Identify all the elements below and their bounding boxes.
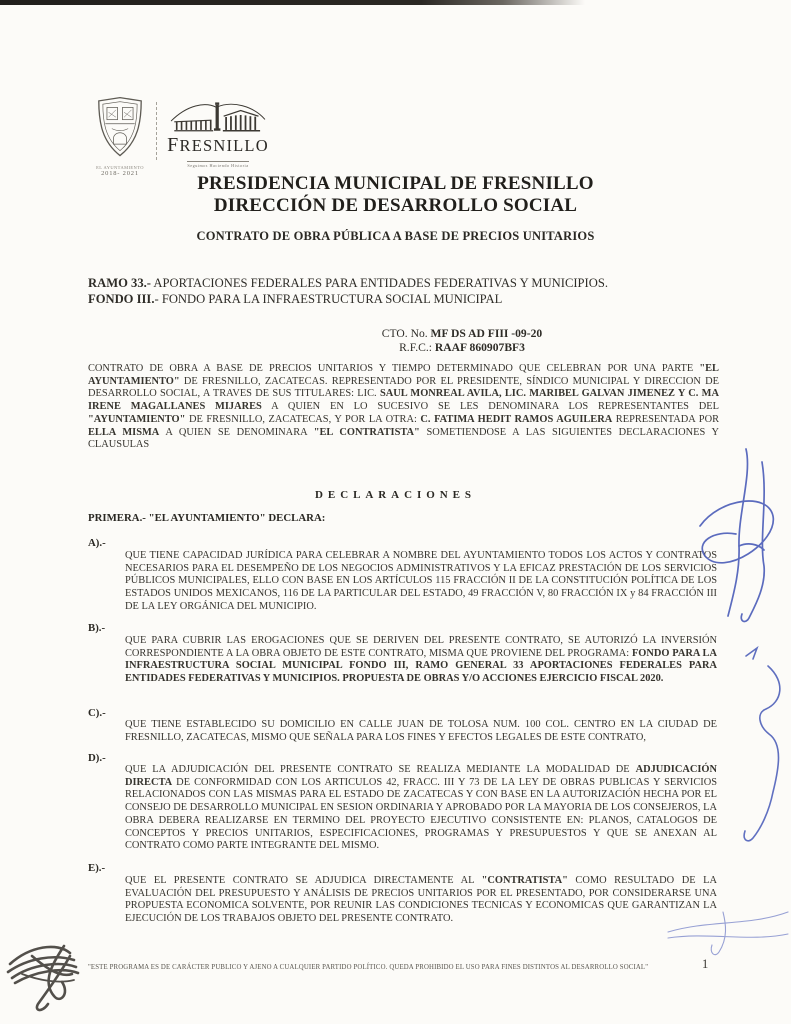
ramo-line: RAMO 33.- APORTACIONES FEDERALES PARA ENTIDADES FEDERATIVAS Y MUNICIPIOS. <box>88 276 608 290</box>
clause-d-body: QUE LA ADJUDICACIÓN DEL PRESENTE CONTRATO SE REALIZA MEDIANTE LA MODALIDAD DE ADJUDICACIÓN DIRECTA DE CONFORMIDAD CON LOS ARTICULOS 42, FRACC. III Y 73 DE LA LEY DE OBRAS PUBLICAS Y SERVICIOS RELACIONADOS CON LAS MISMAS PARA EL ESTADO DE ZACATECAS Y CON BASE EN LA AUTORIZACIÓN HECHA POR EL CONSEJO DE DESARROLLO MUNICIPAL EN SESION ORDINARIA Y APROBADO POR LA MAYORIA DE LOS CONSEJEROS, LA OBRA DEBERA REALIZARSE EN TERMINO DEL PROYECTO EJECUTIVO CONSISTENTE EN: PLANOS, CATALOGOS DE CONCEPTOS Y PRECIOS UNITARIOS, ESPECIFICACIONES, PROGRAMAS Y PRESUPUESTOS Y QUE SE ANEXAN AL CONTRATO COMO PARTE INTEGRANTE DEL MISMO. <box>125 764 717 852</box>
logo-divider <box>156 102 157 160</box>
blue-paraph-icon <box>730 644 791 852</box>
footer-disclaimer: "ESTE PROGRAMA ES DE CARÁCTER PUBLICO Y AJENO A CUALQUIER PARTIDO POLÍTICO. QUEDA PROHIBIDO EL USO PARA FINES DISTINTOS AL DESARROLLO SOCIAL" <box>88 964 649 971</box>
clause-b-body: QUE PARA CUBRIR LAS EROGACIONES QUE SE DERIVEN DEL PRESENTE CONTRATO, SE AUTORIZÓ LA INVERSIÓN CORRESPONDIENTE A LA OBRA OBJETO DE ESTE CONTRATO, MISMA QUE PROVIENE DEL PROGRAMA: FONDO PARA LA INFRAESTRUCTURA SOCIAL MUNICIPAL FONDO III, RAMO GENERAL 33 APORTACIONES FEDERALES PARA ENTIDADES FEDERATIVAS Y MUNICIPIOS. PROPUESTA DE OBRAS Y/O ACCIONES EJERCICIO FISCAL 2020. <box>125 635 717 685</box>
fresnillo-tagline: Seguimos Haciendo Historia <box>187 163 249 168</box>
fresnillo-logo <box>167 100 269 172</box>
fresnillo-wordmark: FRESNILLO <box>167 134 269 156</box>
program-heading <box>88 276 724 307</box>
intro-paragraph: CONTRATO DE OBRA A BASE DE PRECIOS UNITARIOS Y TIEMPO DETERMINADO QUE CELEBRAN POR UNA PARTE "EL AYUNTAMIENTO" DE FRESNILLO, ZACATECAS. REPRESENTADO POR EL PRESIDENTE, SÍNDICO MUNICIPAL Y DIRECCION DE DESARROLLO SOCIAL, A TRAVES DE SUS TITULARES: LIC. SAUL MONREAL AVILA, LIC. MARIBEL GALVAN JIMENEZ Y C. MA IRENE MAGALLANES MIJARES A QUIEN EN LO SUCESIVO SE LES DENOMINARA LOS REPRESENTANTES DEL "AYUNTAMIENTO" DE FRESNILLO, ZACATECAS, Y POR LA OTRA: C. FATIMA HEDIT RAMOS AGUILERA REPRESENTADA POR ELLA MISMA A QUIEN SE DENOMINARA "EL CONTRATISTA" SOMETIENDOSE A LAS SIGUIENTES DECLARACIONES Y CLAUSULAS <box>88 363 720 451</box>
header-logos <box>92 96 269 177</box>
title-line-2: DIRECCIÓN DE DESARROLLO SOCIAL <box>213 194 578 216</box>
document-title <box>0 173 791 216</box>
contract-number-block <box>88 327 716 355</box>
clause-d-label: D).- <box>88 752 106 764</box>
page-number: 1 <box>702 957 709 971</box>
fondo-line: FONDO III.- FONDO PARA LA INFRAESTRUCTURA SOCIAL MUNICIPAL <box>88 291 503 306</box>
clause-a-label: A).- <box>88 537 106 549</box>
ayuntamiento-crest-logo <box>92 96 148 177</box>
clause-c-label: C).- <box>88 707 106 719</box>
scan-edge-artifact <box>0 0 585 5</box>
clause-a-body: QUE TIENE CAPACIDAD JURÍDICA PARA CELEBRAR A NOMBRE DEL AYUNTAMIENTO TODOS LOS ACTOS Y CONTRATOS NECESARIOS PARA EL DESEMPEÑO DE LOS NEGOCIOS ADMINISTRATIVOS Y LA EFICAZ PRESTACIÓN DE LOS SERVICIOS PÚBLICOS MUNICIPALES, ELLO CON BASE EN LOS ARTÍCULOS 115 FRACCIÓN II DE LA CONSTITUCIÓN POLÍTICA DE LOS ESTADOS UNIDOS MEXICANOS, 116 DE LA PARTICULAR DEL ESTADO, 49 FRACCIÓN V, 80 FRACCIÓN IX y 84 FRACCIÓN III DE LA LEY ORGÁNICA DEL MUNICIPIO. <box>125 550 717 612</box>
dark-scribble-icon <box>2 934 92 1018</box>
primera-heading: PRIMERA.- "EL AYUNTAMIENTO" DECLARA: <box>88 512 326 524</box>
clause-c-body: QUE TIENE ESTABLECIDO SU DOMICILIO EN CALLE JUAN DE TOLOSA NUM. 100 COL. CENTRO EN LA CIUDAD DE FRESNILLO, ZACATECAS, MISMO QUE SEÑALA PARA LOS FINES Y EFECTOS LEGALES DE ESTE CONTRATO, <box>125 719 717 743</box>
crest-caption: EL AYUNTAMIENTO <box>96 165 144 170</box>
fresnillo-monument-icon <box>168 100 268 134</box>
document-subtitle: CONTRATO DE OBRA PÚBLICA A BASE DE PRECIOS UNITARIOS <box>196 229 595 243</box>
clause-e-label: E).- <box>88 862 106 874</box>
declarations-heading: DECLARACIONES <box>315 489 476 501</box>
title-line-1: PRESIDENCIA MUNICIPAL DE FRESNILLO <box>197 173 594 194</box>
clause-b-label: B).- <box>88 622 106 634</box>
contract-number: CTO. No. MF DS AD FIII -09-20 <box>381 327 543 340</box>
crest-years: 2018- 2021 <box>101 170 139 177</box>
rfc-number: R.F.C.: RAAF 860907BF3 <box>399 341 525 354</box>
clause-e-body: QUE EL PRESENTE CONTRATO SE ADJUDICA DIRECTAMENTE AL "CONTRATISTA" COMO RESULTADO DE LA EVALUACIÓN DEL PRESUPUESTO Y ANÁLISIS DE PRECIOS UNITARIOS POR EL PRESENTADO, POR CONSIDERARSE UNA PROPUESTA ECONOMICA SOLVENTE, POR REUNIR LAS CONDICIONES TECNICAS Y ECONOMICAS QUE GARANTIZAN LA EJECUCIÓN DE LOS TRABAJOS OBJETO DEL PRESENTE CONTRATO. <box>125 875 717 925</box>
crest-shield-icon <box>95 96 145 158</box>
